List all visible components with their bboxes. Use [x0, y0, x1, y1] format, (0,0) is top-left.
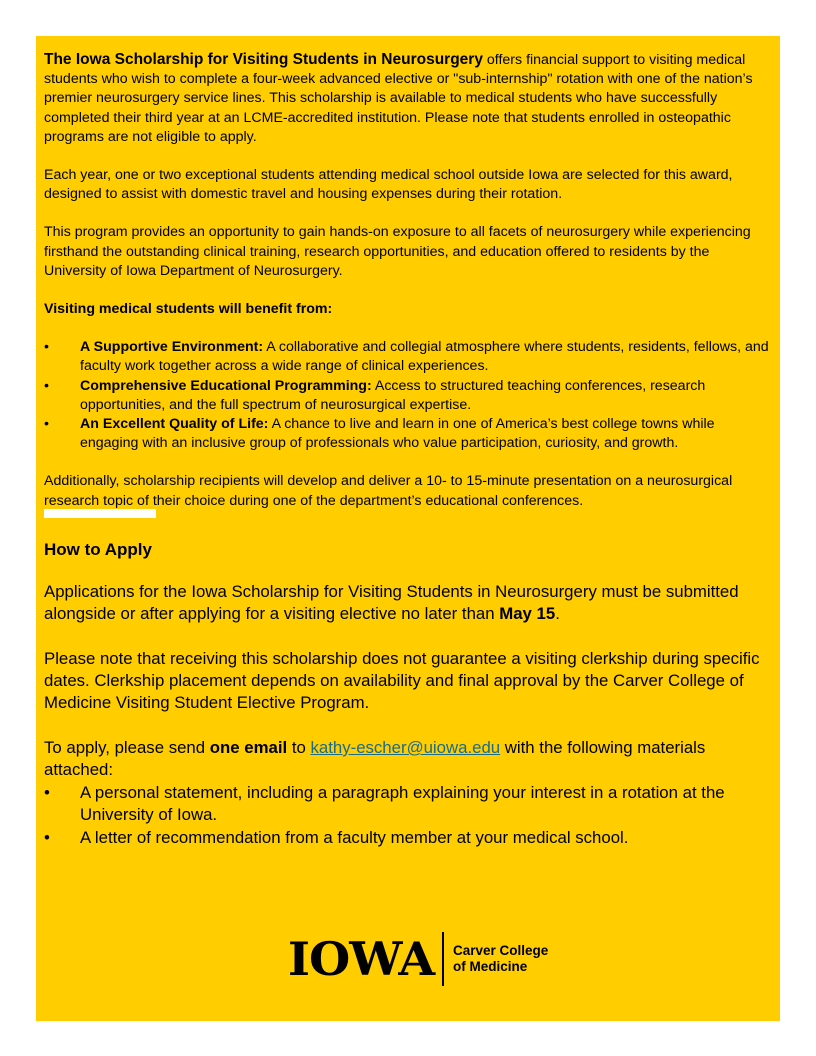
deadline-paragraph — [44, 581, 772, 626]
email-text-end: with the following materials attached: — [44, 737, 706, 780]
material-item — [44, 827, 772, 849]
material-item — [44, 782, 772, 827]
benefit-text: Access to structured teaching conferences, research opportunities, and the full spectrum of neurosurgical expertise. — [80, 377, 706, 413]
iowa-wordmark: IOWA — [287, 932, 435, 986]
intro-text: offers financial support to visiting medical students who wish to complete a four-week advanced elective or "sub-internship" rotation with one of the nation’s premier neurosurgery service lines. This scholarship is available to medical students who have successfully completed their third year at an LCME-accredited institution. Please note that students enrolled in osteopathic programs are not eligible to apply. — [44, 52, 753, 145]
intro-section — [44, 50, 772, 511]
material-text: A letter of recommendation from a faculty member at your medical school. — [80, 827, 629, 847]
logo-line-1: Carver College — [453, 943, 549, 958]
contact-email-link[interactable]: kathy-escher@uiowa.edu — [310, 737, 501, 757]
bullet-icon: • — [44, 377, 49, 394]
materials-list — [44, 782, 772, 849]
email-instructions-paragraph — [44, 737, 772, 782]
one-email-emphasis: one email — [209, 737, 288, 757]
deadline-period: . — [555, 604, 560, 624]
benefit-label: A Supportive Environment: — [80, 339, 264, 356]
deadline-date: May 15 — [499, 604, 556, 624]
benefit-item — [44, 415, 772, 453]
program-paragraph: This program provides an opportunity to gain hands-on exposure to all facets of neurosurgery while experiencing firsthand the outstanding clinical training, research opportunities, and education offered to residents by the University of Iowa Department of Neurosurgery. — [44, 224, 751, 279]
logo-college-name — [453, 943, 548, 975]
logo-divider — [442, 932, 444, 986]
bullet-icon: • — [44, 782, 50, 802]
intro-paragraph — [44, 50, 772, 147]
bullet-icon: • — [44, 416, 49, 433]
scholarship-title: The Iowa Scholarship for Visiting Students in Neurosurgery — [44, 51, 483, 68]
material-text: A personal statement, including a paragraph explaining your interest in a rotation at the University of Iowa. — [80, 782, 725, 825]
email-text-mid: to — [287, 737, 311, 757]
benefit-label: Comprehensive Educational Programming: — [80, 377, 372, 394]
benefits-list — [44, 338, 772, 453]
benefit-label: An Excellent Quality of Life: — [80, 416, 269, 433]
benefit-item — [44, 377, 772, 415]
deadline-text: Applications for the Iowa Scholarship for Visiting Students in Neurosurgery must be submitted alongside or after applying for a visiting elective no later than — [44, 581, 739, 624]
email-text-start: To apply, please send — [44, 737, 210, 757]
iowa-carver-logo — [287, 931, 549, 987]
award-paragraph: Each year, one or two exceptional students attending medical school outside Iowa are selected for this award, designed to assist with domestic travel and housing expenses during their rotation. — [44, 167, 733, 203]
benefit-text: A collaborative and collegial atmosphere where students, residents, fellows, and faculty work together across a wide range of clinical experiences. — [80, 339, 769, 375]
how-to-apply-heading: How to Apply — [44, 539, 152, 559]
benefit-text: A chance to live and learn in one of America’s best college towns while engaging with an inclusive group of professionals who value participation, curiosity, and growth. — [80, 416, 715, 452]
clerkship-note-paragraph: Please note that receiving this scholarship does not guarantee a visiting clerkship during specific dates. Clerkship placement depends on availability and final approval by the Carver College of Medicine Visiting Student Elective Program. — [44, 648, 760, 713]
apply-section — [44, 581, 772, 849]
benefit-item — [44, 338, 772, 376]
bullet-icon: • — [44, 827, 50, 847]
flyer-panel — [36, 36, 780, 1021]
bullet-icon: • — [44, 339, 49, 356]
logo-line-2: of Medicine — [453, 959, 528, 974]
benefits-heading: Visiting medical students will benefit from: — [44, 301, 333, 318]
presentation-paragraph: Additionally, scholarship recipients will develop and deliver a 10- to 15-minute presentation on a neurosurgical research topic of their choice during one of the department’s educational conferences. — [44, 473, 733, 509]
